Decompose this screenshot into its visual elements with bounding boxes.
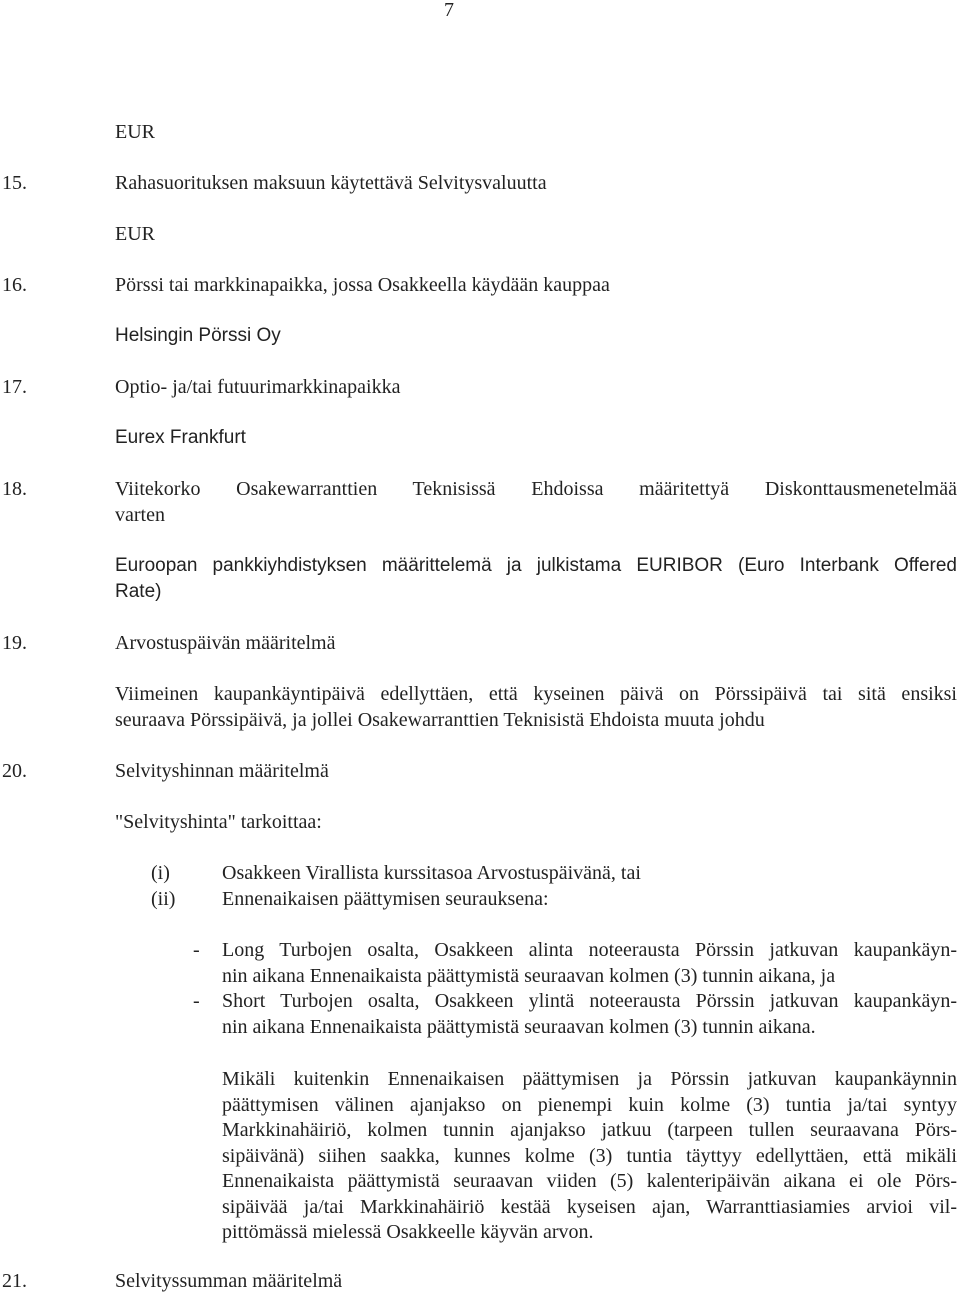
section-number: 18.: [2, 478, 27, 500]
section-intro: "Selvityshinta" tarkoittaa:: [115, 811, 322, 833]
section-number: 19.: [2, 632, 27, 654]
section-value: Rate): [115, 581, 162, 602]
roman-item-label: (i): [151, 862, 170, 884]
page-number: 7: [444, 0, 454, 21]
section-title: Selvityssumman määritelmä: [115, 1270, 343, 1292]
section-value: Eurex Frankfurt: [115, 427, 246, 448]
section-value: Viimeinen kaupankäyntipäivä edellyttäen, että kyseinen päivä on Pörssipäivä tai sitä ensiksi: [115, 683, 957, 705]
eur-value-top: EUR: [115, 121, 155, 143]
section-value: Euroopan pankkiyhdistyksen määrittelemä ja julkistama EURIBOR (Euro Interbank Offered: [115, 555, 957, 576]
paragraph-line: Mikäli kuitenkin Ennenaikaisen päättymisen ja Pörssin jatkuvan kaupankäynnin: [222, 1068, 957, 1090]
section-number: 15.: [2, 172, 27, 194]
paragraph-line: pittömässä mielessä Osakkeelle käyvän arvon.: [222, 1221, 594, 1243]
section-number: 16.: [2, 274, 27, 296]
roman-item-text: Osakkeen Virallista kurssitasoa Arvostuspäivänä, tai: [222, 862, 641, 884]
paragraph-line: Markkinahäiriö, kolmen tunnin ajanjakso jatkuu (tarpeen tullen seuraavana Pörs-: [222, 1119, 957, 1141]
section-number: 17.: [2, 376, 27, 398]
dash-item-text: nin aikana Ennenaikaista päättymistä seuraavan kolmen (3) tunnin aikana.: [222, 1016, 816, 1038]
section-value: EUR: [115, 223, 155, 245]
dash-bullet: -: [193, 990, 200, 1012]
section-number: 20.: [2, 760, 27, 782]
section-title: Viitekorko Osakewarranttien Teknisissä Ehdoissa määritettyä Diskonttausmenetelmää: [115, 478, 957, 500]
dash-bullet: -: [193, 939, 200, 961]
roman-item-label: (ii): [151, 888, 176, 910]
dash-item-text: Short Turbojen osalta, Osakkeen ylintä noteerausta Pörssin jatkuvan kaupankäyn-: [222, 990, 957, 1012]
section-value: seuraava Pörssipäivä, ja jollei Osakewarranttien Teknisistä Ehdoista muuta johdu: [115, 709, 765, 731]
roman-item-text: Ennenaikaisen päättymisen seurauksena:: [222, 888, 549, 910]
section-value: Helsingin Pörssi Oy: [115, 325, 281, 346]
section-title: Selvityshinnan määritelmä: [115, 760, 329, 782]
paragraph-line: Ennenaikaista päättymistä seuraavan viiden (5) kalenteripäivän aikana ei ole Pörs-: [222, 1170, 957, 1192]
section-title: Optio- ja/tai futuurimarkkinapaikka: [115, 376, 401, 398]
section-title: varten: [115, 504, 165, 526]
section-title: Pörssi tai markkinapaikka, jossa Osakkeella käydään kauppaa: [115, 274, 610, 296]
dash-item-text: Long Turbojen osalta, Osakkeen alinta noteerausta Pörssin jatkuvan kaupankäyn-: [222, 939, 957, 961]
paragraph-line: sipäivänä) siihen saakka, kunnes kolme (3) tuntia täyttyy edellyttäen, että mikäli: [222, 1145, 957, 1167]
section-number: 21.: [2, 1270, 27, 1292]
section-title: Rahasuorituksen maksuun käytettävä Selvitysvaluutta: [115, 172, 547, 194]
paragraph-line: päättymisen välinen ajanjakso on pienempi kuin kolme (3) tuntia ja/tai syntyy: [222, 1094, 957, 1116]
dash-item-text: nin aikana Ennenaikaista päättymistä seuraavan kolmen (3) tunnin aikana, ja: [222, 965, 836, 987]
section-title: Arvostuspäivän määritelmä: [115, 632, 336, 654]
paragraph-line: sipäivää ja/tai Markkinahäiriö kestää kyseisen ajan, Warranttiasiamies arvioi vil-: [222, 1196, 957, 1218]
